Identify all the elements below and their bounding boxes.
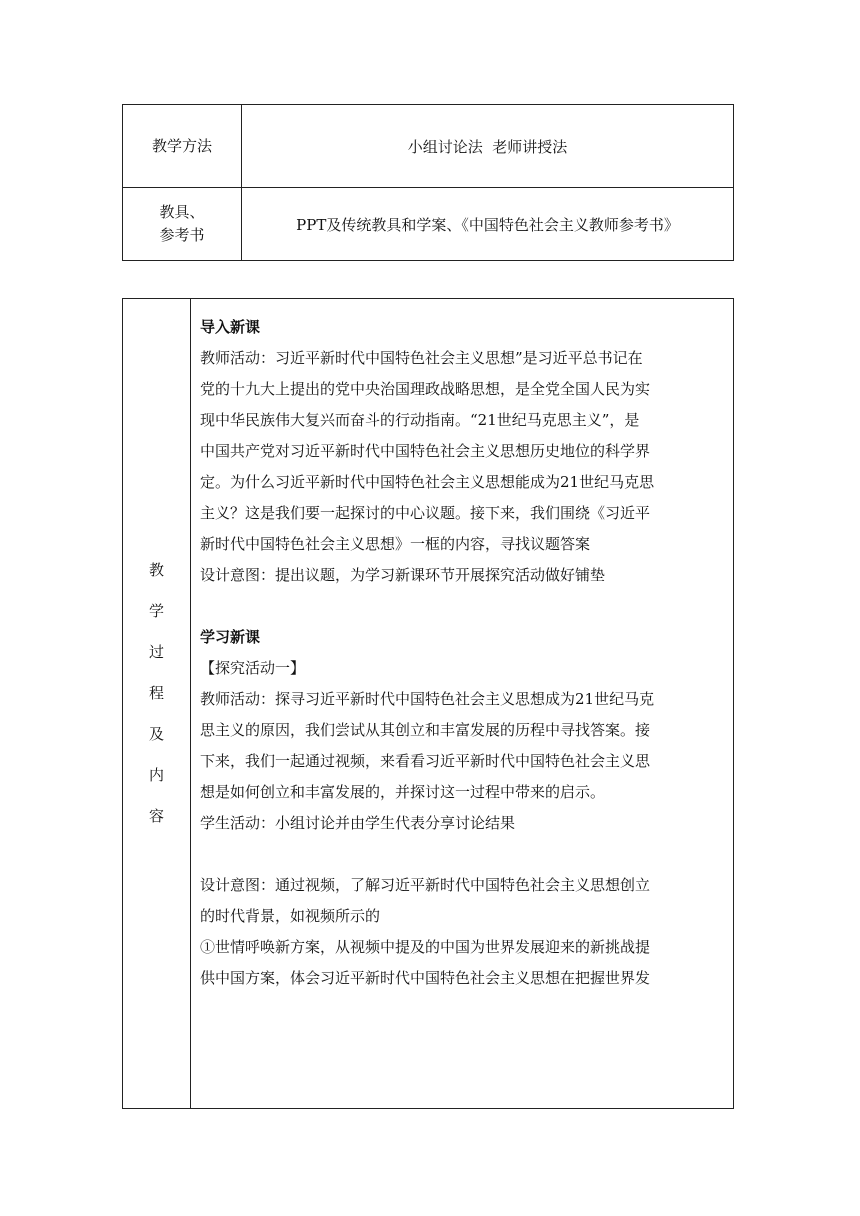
activity-line: 教师活动：探寻习近平新时代中国特色社会主义思想成为21世纪马克 [200,690,655,708]
teaching-tools-label-line2: 参考书 [159,226,205,244]
intro-line: 中国共产党对习近平新时代中国特色社会主义思想历史地位的科学界 [200,442,651,460]
intro-line: 教师活动：习近平新时代中国特色社会主义思想”是习近平总书记在 [200,349,643,367]
intro-line: 定。为什么习近平新时代中国特色社会主义思想能成为21世纪马克思 [200,473,655,491]
teaching-process-label [123,299,191,1109]
intro-line: 新时代中国特色社会主义思想》一框的内容，寻找议题答案 [200,535,591,553]
teaching-tools-label-line1: 教具、 [159,203,205,221]
teaching-method-value: 小组讨论法 老师讲授法 [242,105,734,188]
info-table [122,104,734,261]
intro-design-note: 设计意图：提出议题，为学习新课环节开展探究活动做好铺垫 [200,566,606,584]
teaching-process-table [122,298,734,1109]
design-line: 的时代背景，如视频所示的 [200,907,381,925]
intro-line: 主义？这是我们要一起探讨的中心议题。接下来，我们围绕《习近平 [200,504,651,522]
intro-heading: 导入新课 [200,318,261,336]
spacer [200,839,729,870]
side-label-char: 学 [148,602,164,620]
student-activity: 学生活动：小组讨论并由学生代表分享讨论结果 [200,814,516,832]
activity-line: 下来，我们一起通过视频，来看看习近平新时代中国特色社会主义思 [200,752,651,770]
side-label-char: 容 [148,807,164,825]
new-lesson-heading: 学习新课 [200,628,261,646]
teaching-method-label: 教学方法 [123,105,242,188]
activity-line: 想是如何创立和丰富发展的，并探讨这一过程中带来的启示。 [200,783,606,801]
design-line: 设计意图：通过视频，了解习近平新时代中国特色社会主义思想创立 [200,876,651,894]
activity-title: 【探究活动一】 [200,659,306,677]
side-label-char: 及 [148,725,164,743]
side-label-char: 教 [148,561,164,579]
teaching-tools-row [123,188,734,261]
teaching-method-row [123,105,734,188]
side-label-char: 过 [148,643,164,661]
teaching-process-row [123,299,734,1109]
intro-line: 现中华民族伟大复兴而奋斗的行动指南。“21世纪马克思主义”，是 [200,411,640,429]
point-line: ①世情呼唤新方案，从视频中提及的中国为世界发展迎来的新挑战提 [200,938,651,956]
intro-line: 党的十九大上提出的党中央治国理政战略思想，是全党全国人民为实 [200,380,651,398]
teaching-tools-label [123,188,242,261]
side-label-char: 内 [148,766,164,784]
side-label-char: 程 [148,684,164,702]
point-line: 供中国方案，体会习近平新时代中国特色社会主义思想在把握世界发 [200,969,651,987]
side-label-column [123,550,190,837]
teaching-process-content [191,299,734,1109]
teaching-tools-value: PPT及传统教具和学案、《中国特色社会主义教师参考书》 [242,188,734,261]
spacer [200,591,729,622]
activity-line: 思主义的原因，我们尝试从其创立和丰富发展的历程中寻找答案。接 [200,721,651,739]
